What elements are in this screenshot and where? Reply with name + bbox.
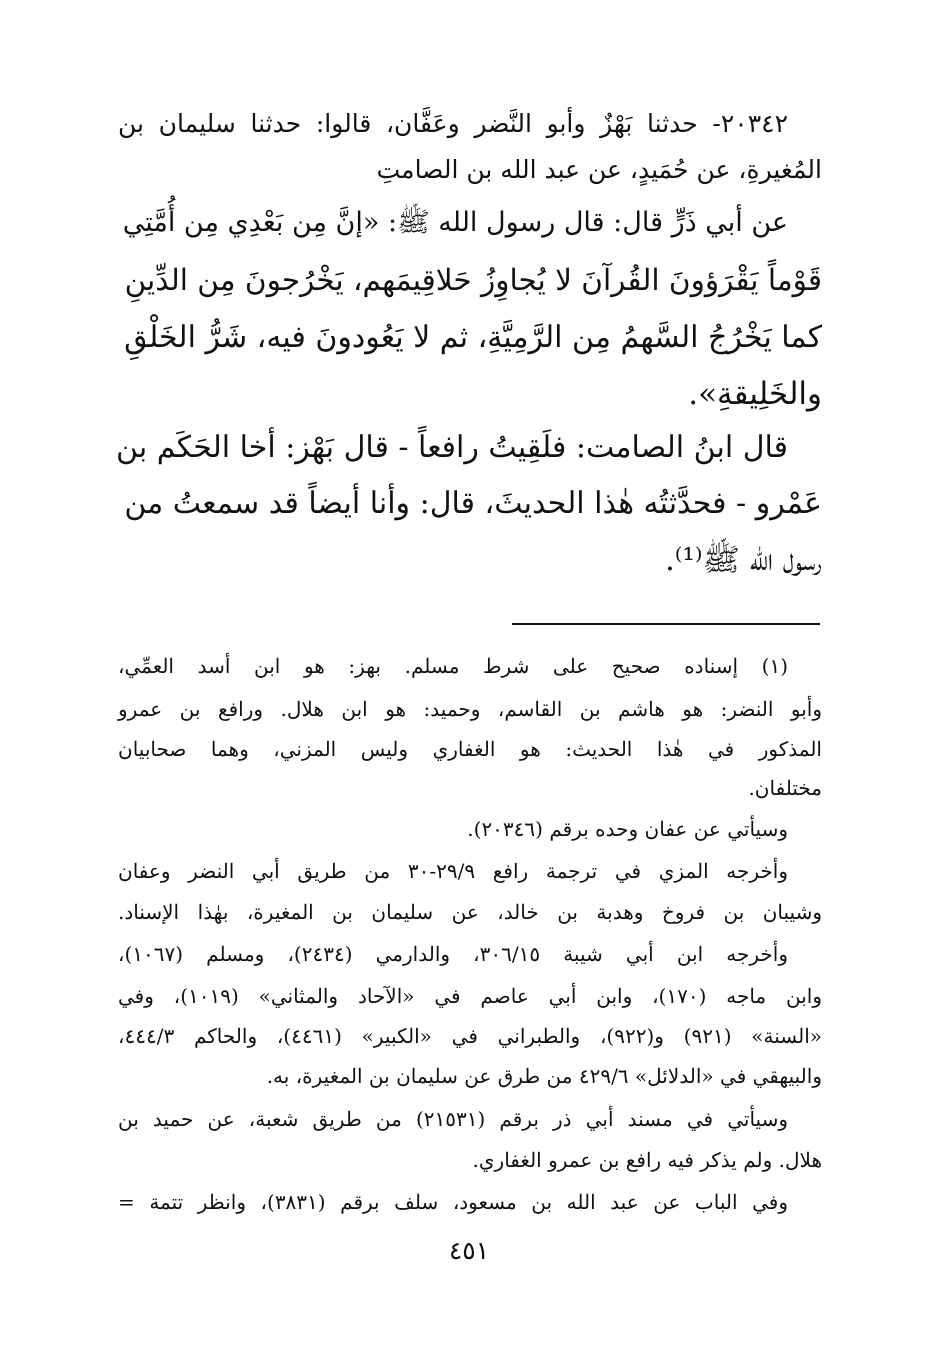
matn-line: قَوْماً يَقْرَؤونَ القُرآنَ لا يُجاوِزُ حَلاقِيمَهم، يَخْرُجونَ مِن الدِّينِ <box>124 263 822 297</box>
matn-line: عَمْرو - فحدَّثتُه هٰذا الحديثَ، قال: وأنا أيضاً قد سمعتُ من <box>124 486 822 521</box>
matn-line: قال ابنُ الصامت: فلَقِيتُ رافعاً - قال بَهْز: أخا الحَكَم بن <box>116 430 788 465</box>
footnote-line: المذكور في هٰذا الحديث: هو الغفاري وليس المزني، وهما صحابيان <box>118 737 822 761</box>
matn-line: كما يَخْرُجُ السَّهمُ مِن الرَّمِيَّةِ، ثم لا يَعُودونَ فيه، شَرُّ الخَلْقِ <box>124 320 822 355</box>
page-number: ٤٥١ <box>448 1236 490 1265</box>
footnote-line: وأخرجه ابن أبي شيبة ٣٠٦/١٥، والدارمي (٢٤٣٤)، ومسلم (١٠٦٧)، <box>118 942 788 966</box>
matn-line: والخَلِيقةِ». <box>688 376 822 412</box>
footnote-line: وشيبان بن فروخ وهدبة بن خالد، عن سليمان بن المغيرة، بهٰذا الإسناد. <box>118 900 822 924</box>
isnad-line: ٢٠٣٤٢- حدثنا بَهْزٌ وأبو النَّضر وعَفَّان، قالوا: حدثنا سليمان بن <box>118 109 788 138</box>
isnad-line: المُغيرةِ، عن حُمَيدٍ، عن عبد الله بن الصامتِ <box>376 155 822 184</box>
footnote-line: «السنة» (٩٢١) و(٩٢٢)، والطبراني في «الكبير» (٤٤٦١)، والحاكم ٤٤٤/٣، <box>118 1024 822 1048</box>
footnote-line: وسيأتي في مسند أبي ذر برقم (٢١٥٣١) من طريق شعبة، عن حميد بن <box>118 1107 788 1131</box>
footnote-line: (١) إسناده صحيح على شرط مسلم. بهز: هو ابن أسد العمِّي، <box>118 654 788 678</box>
footnote-line: وفي الباب عن عبد الله بن مسعود، سلف برقم (٣٨٣١)، وانظر تتمة = <box>118 1190 788 1214</box>
footnote-line: وسيأتي عن عفان وحده برقم (٢٠٣٤٦). <box>467 817 788 841</box>
footnote-separator <box>512 623 820 625</box>
footnote-line: والبيهقي في «الدلائل» ٤٢٩/٦ من طرق عن سليمان بن المغيرة، به. <box>266 1064 822 1088</box>
footnote-line: مختلفان. <box>748 776 822 800</box>
matn-line: عن أبي ذَرٍّ قال: قال رسول الله ﷺ: «إنَّ مِن بَعْدِي مِن أُمَّتِي <box>122 207 788 238</box>
footnote-line: وابن ماجه (١٧٠)، وابن أبي عاصم في «الآحاد والمثاني» (١٠١٩)، وفي <box>118 984 822 1008</box>
matn-line: رسول الله ﷺ⁽¹⁾. <box>664 542 822 578</box>
footnote-line: وأخرجه المزي في ترجمة رافع ٢٩/٩-٣٠ من طريق أبي النضر وعفان <box>118 859 788 883</box>
footnote-line: وأبو النضر: هو هاشم بن القاسم، وحميد: هو ابن هلال. ورافع بن عمرو <box>118 697 822 721</box>
footnote-line: هلال. ولم يذكر فيه رافع بن عمرو الغفاري. <box>472 1148 822 1172</box>
